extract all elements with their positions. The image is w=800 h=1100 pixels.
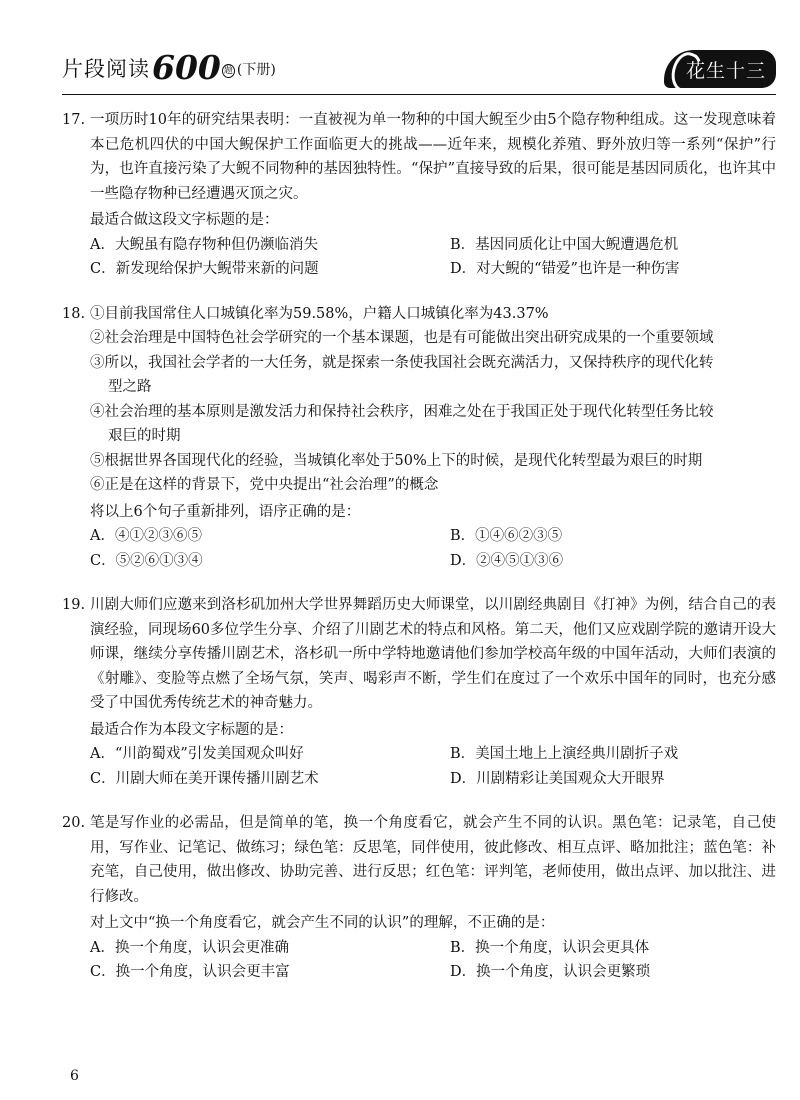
question-prompt: 最适合作为本段文字标题的是： — [90, 721, 293, 738]
sentence-text: ③所以，我国社会学者的一大任务，就是探索一条使我国社会既充满活力，又保持秩序的现代化转 — [90, 354, 714, 371]
option-b[interactable]: B．基因同质化让中国大鲵遭遇危机 — [450, 236, 679, 253]
brand-name: 花生十三 — [685, 59, 766, 82]
question-paragraph: 川剧大师们应邀来到洛杉矶加州大学世界舞蹈历史大师课堂，以川剧经典剧目《打神》为例，结合自己的表演经验，同现场60多位学生分享、介绍了川剧艺术的特点和风格。第二天，他们又应戏剧学院的邀请开设大师课，继续分享传播川剧艺术，洛杉矶一所中学特地邀请他们参加学校高年级的中国年活动，大师们表演的《射雕》、变脸等点燃了全场气氛，笑声、喝彩声不断，学生们在度过了一个欢乐中国年的同时，也充分感受了中国优秀传统艺术的神奇魅力。 — [90, 597, 776, 711]
book-title — [62, 48, 276, 87]
sentence-6 — [90, 473, 776, 498]
question-number: 20. — [62, 815, 86, 831]
question-prompt: 将以上6个句子重新排列，语序正确的是： — [90, 503, 361, 520]
question-number: 18. — [62, 305, 86, 322]
brand-logo — [664, 50, 776, 88]
option-c[interactable]: C．新发现给保护大鲵带来新的问题 — [90, 261, 319, 277]
option-d[interactable]: D．对大鲵的“错爱”也许是一种伤害 — [450, 261, 680, 277]
sentence-text: ⑥正是在这样的背景下，党中央提出“社会治理”的概念 — [90, 477, 439, 493]
option-b[interactable]: B．①④⑥②③⑤ — [450, 528, 563, 544]
sentence-1 — [90, 302, 776, 327]
option-d[interactable]: D．换一个角度，认识会更繁琐 — [450, 964, 651, 980]
book-title-volume: (下册) — [236, 62, 276, 78]
header-divider — [62, 94, 776, 95]
sentence-text: ⑤根据世界各国现代化的经验，当城镇化率处于50%上下的时候，是现代化转型最为艰巨的时期 — [90, 452, 703, 469]
page-number: 6 — [70, 1068, 79, 1084]
book-title-badge: 题 — [223, 66, 233, 76]
question-20 — [62, 811, 776, 985]
question-number: 17. — [62, 112, 86, 128]
question-prompt: 对上文中“换一个角度看它，就会产生不同的认识”的理解，不正确的是： — [90, 915, 555, 931]
sentence-3 — [90, 351, 776, 400]
page-header — [62, 50, 776, 92]
options-grid — [90, 524, 776, 573]
sentence-text: ①目前我国常住人口城镇化率为59.58%，户籍人口城镇化率为43.37% — [90, 305, 549, 322]
questions-list — [62, 108, 776, 985]
options-grid — [90, 936, 776, 985]
option-b[interactable]: B．美国土地上上演经典川剧折子戏 — [450, 746, 679, 762]
question-paragraph: 一项历时10年的研究结果表明：一直被视为单一物种的中国大鲵至少由5个隐存物种组成。这一发现意味着本已危机四伏的中国大鲵保护工作面临更大的挑战——近年来，规模化养殖、野外放归等一系列“保护”行为，也许直接污染了大鲵不同物种的基因独特性。“保护”直接导致的后果，很可能是基因同质化，也许其中一些隐存物种已经遭遇灭顶之灾。 — [90, 112, 776, 202]
option-b[interactable]: B．换一个角度，认识会更具体 — [450, 939, 650, 956]
question-number: 19. — [62, 597, 86, 613]
option-c[interactable]: C．换一个角度，认识会更丰富 — [90, 964, 290, 980]
question-19 — [62, 593, 776, 791]
question-17 — [62, 108, 776, 282]
sentence-5 — [90, 449, 776, 474]
options-grid — [90, 233, 776, 282]
option-d[interactable]: D．②④⑤①③⑥ — [450, 552, 564, 569]
question-18 — [62, 302, 776, 574]
option-a[interactable]: A．大鲵虽有隐存物种但仍濒临消失 — [90, 236, 318, 253]
option-c[interactable]: C．⑤②⑥①③④ — [90, 552, 203, 569]
sentence-text: ②社会治理是中国特色社会学研究的一个基本课题，也是有可能做出突出研究成果的一个重要领域 — [90, 330, 714, 346]
question-prompt: 最适合做这段文字标题的是： — [90, 212, 279, 228]
question-paragraph: 笔是写作业的必需品，但是简单的笔，换一个角度看它，就会产生不同的认识。黑色笔：记录笔，自己使用，写作业、记笔记、做练习；绿色笔：反思笔，同伴使用，彼此修改、相互点评、略加批注；蓝色笔：补充笔，自己使用，做出修改、协助完善、进行反思；红色笔：评判笔，老师使用，做出点评、加以批注、进行修改。 — [90, 815, 776, 905]
sentence-continuation: 型之路 — [108, 379, 152, 395]
book-title-text: 片段阅读 — [62, 57, 150, 81]
sentence-text: ④社会治理的基本原则是激发活力和保持社会秩序，困难之处在于我国正处于现代化转型任务比较 — [90, 403, 714, 420]
option-a[interactable]: A．“川韵蜀戏”引发美国观众叫好 — [90, 746, 304, 762]
sentence-continuation: 艰巨的时期 — [108, 428, 181, 444]
option-d[interactable]: D．川剧精彩让美国观众大开眼界 — [450, 770, 665, 787]
option-a[interactable]: A．换一个角度，认识会更准确 — [90, 939, 289, 956]
sentence-4 — [90, 400, 776, 449]
book-title-number: 600 — [152, 48, 221, 87]
options-grid — [90, 742, 776, 791]
option-a[interactable]: A．④①②③⑥⑤ — [90, 528, 202, 544]
sentence-2 — [90, 326, 776, 351]
option-c[interactable]: C．川剧大师在美开课传播川剧艺术 — [90, 770, 319, 787]
